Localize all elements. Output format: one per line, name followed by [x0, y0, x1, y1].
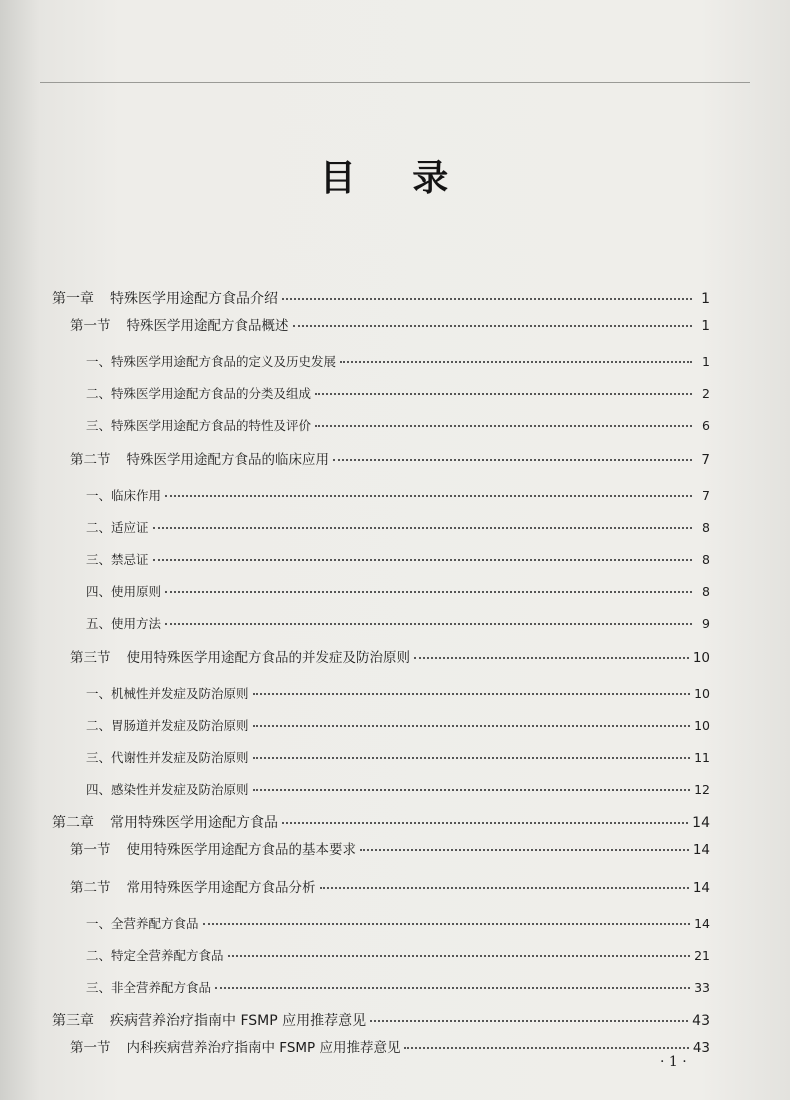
- toc-entry-page: 14: [694, 916, 710, 931]
- toc-entry-label: [86, 978, 211, 996]
- toc-entry-page: 10: [692, 650, 710, 666]
- toc-entry-item: [52, 684, 710, 716]
- toc-entry-page: 10: [694, 686, 710, 701]
- toc-entry-text: 使用特殊医学用途配方食品的并发症及防治原则: [126, 650, 410, 666]
- toc-entry-chapter: [52, 288, 710, 314]
- toc-entry-prefix: 第一章: [52, 291, 94, 307]
- toc-entry-page: 1: [701, 291, 710, 307]
- toc-entry-label: [86, 780, 249, 798]
- toc-entry-text: 非全营养配方食品: [111, 980, 212, 995]
- toc-entry-label: [70, 646, 410, 666]
- toc-entry-item: [52, 582, 710, 614]
- toc-entry-label: [52, 1010, 366, 1030]
- toc-entry-label: [70, 838, 356, 858]
- toc-entry-prefix: 二、: [86, 520, 112, 535]
- toc-entry-text: 常用特殊医学用途配方食品: [110, 815, 278, 831]
- toc-entry-page: 8: [702, 520, 710, 535]
- dot-leader: [253, 724, 691, 727]
- toc-entry-page: 12: [694, 782, 710, 797]
- dot-leader: [228, 954, 691, 957]
- toc-entry-text: 特殊医学用途配方食品的分类及组成: [111, 386, 312, 401]
- dot-leader: [203, 922, 691, 925]
- toc-entry-prefix: 一、: [86, 354, 112, 369]
- toc-entry-item: [52, 518, 710, 550]
- dot-leader: [253, 788, 691, 791]
- dot-leader: [282, 297, 692, 300]
- dot-leader: [215, 986, 690, 989]
- dot-leader: [414, 656, 689, 659]
- toc-entry-page: 8: [702, 552, 710, 567]
- toc-entry-page: 2: [702, 386, 710, 401]
- toc-entry-page: 21: [694, 948, 710, 963]
- page-number: · 1 ·: [660, 1054, 687, 1070]
- toc-entry-item: [52, 748, 710, 780]
- dot-leader: [340, 360, 692, 363]
- toc-entry-prefix: 第二节: [70, 880, 111, 896]
- toc-entry-text: 特殊医学用途配方食品的定义及历史发展: [111, 354, 337, 369]
- toc-entry-text: 特定全营养配方食品: [111, 948, 224, 963]
- toc-entry-prefix: 二、: [86, 386, 112, 401]
- toc-entry-page: 9: [702, 616, 710, 631]
- toc-entry-prefix: 三、: [86, 750, 112, 765]
- toc-entry-label: [86, 716, 249, 734]
- toc-entry-item: [52, 716, 710, 748]
- toc-entry-section: [52, 646, 710, 684]
- dot-leader: [253, 692, 691, 695]
- toc-entry-prefix: 四、: [86, 782, 112, 797]
- toc-entry-chapter: [52, 812, 710, 838]
- toc-entry-label: [86, 416, 311, 434]
- toc-entry-prefix: 五、: [86, 616, 112, 631]
- toc-entry-text: 使用特殊医学用途配方食品的基本要求: [126, 842, 356, 858]
- dot-leader: [360, 848, 689, 851]
- page-title: 目 录: [319, 157, 471, 199]
- toc-entry-text: 使用方法: [111, 616, 162, 631]
- dot-leader: [165, 590, 692, 593]
- toc-entry-text: 特殊医学用途配方食品介绍: [110, 291, 278, 307]
- toc-entry-page: 10: [694, 718, 710, 733]
- toc-entry-label: [86, 914, 199, 932]
- toc-entry-text: 适应证: [111, 520, 149, 535]
- toc-entry-item: [52, 946, 710, 978]
- toc-entry-prefix: 四、: [86, 584, 112, 599]
- toc-entry-page: 14: [692, 842, 710, 858]
- toc-entry-text: 内科疾病营养治疗指南中 FSMP 应用推荐意见: [126, 1040, 401, 1056]
- toc-entry-item: [52, 978, 710, 1010]
- toc-entry-text: 感染性并发症及防治原则: [111, 782, 249, 797]
- dot-leader: [320, 886, 689, 889]
- toc-entry-section: [52, 448, 710, 486]
- toc-entry-label: [52, 812, 278, 832]
- toc-entry-text: 全营养配方食品: [111, 916, 199, 931]
- toc-entry-label: [70, 314, 289, 334]
- toc-entry-page: 11: [694, 750, 710, 765]
- toc-entry-page: 14: [692, 880, 710, 896]
- toc-entry-page: 7: [701, 452, 710, 468]
- dot-leader: [165, 494, 692, 497]
- toc-entry-page: 43: [692, 1013, 710, 1029]
- toc-entry-label: [86, 582, 161, 600]
- toc-entry-label: [86, 748, 249, 766]
- toc-entry-prefix: 三、: [86, 552, 112, 567]
- toc-entry-text: 代谢性并发症及防治原则: [111, 750, 249, 765]
- toc-entry-label: [70, 1036, 400, 1056]
- toc-entry-page: 6: [702, 418, 710, 433]
- dot-leader: [333, 458, 692, 461]
- toc-entry-prefix: 第二节: [70, 452, 111, 468]
- dot-leader: [370, 1019, 688, 1022]
- toc-entry-item: [52, 384, 710, 416]
- toc-entry-page: 14: [692, 815, 710, 831]
- header-rule: [40, 82, 750, 83]
- toc-entry-item: [52, 614, 710, 646]
- dot-leader: [253, 756, 691, 759]
- dot-leader: [293, 324, 693, 327]
- toc-entry-label: [86, 486, 161, 504]
- toc-entry-page: 1: [702, 354, 710, 369]
- toc-entry-prefix: 第三章: [52, 1013, 94, 1029]
- toc-entry-item: [52, 486, 710, 518]
- toc-entry-prefix: 二、: [86, 948, 112, 963]
- toc-entry-label: [86, 614, 161, 632]
- toc-entry-text: 使用原则: [111, 584, 162, 599]
- toc-entry-section: [52, 1036, 710, 1074]
- toc-entry-prefix: 第一节: [70, 1040, 111, 1056]
- toc-entry-text: 常用特殊医学用途配方食品分析: [126, 880, 316, 896]
- toc-entry-label: [86, 684, 249, 702]
- toc-entry-item: [52, 352, 710, 384]
- toc-entry-section: [52, 838, 710, 876]
- toc-entry-page: 7: [702, 488, 710, 503]
- dot-leader: [153, 526, 692, 529]
- toc-entry-label: [52, 288, 278, 308]
- dot-leader: [153, 558, 692, 561]
- toc-entry-text: 疾病营养治疗指南中 FSMP 应用推荐意见: [110, 1013, 367, 1029]
- dot-leader: [165, 622, 692, 625]
- toc-entry-label: [86, 352, 336, 370]
- dot-leader: [315, 424, 692, 427]
- toc-entry-item: [52, 550, 710, 582]
- toc-entry-text: 胃肠道并发症及防治原则: [111, 718, 249, 733]
- dot-leader: [282, 821, 688, 824]
- toc-entry-text: 特殊医学用途配方食品的特性及评价: [111, 418, 312, 433]
- toc-entry-page: 8: [702, 584, 710, 599]
- toc-entry-prefix: 第一节: [70, 842, 111, 858]
- toc-entry-prefix: 第一节: [70, 318, 111, 334]
- toc-entry-section: [52, 314, 710, 352]
- toc-entry-label: [86, 946, 224, 964]
- dot-leader: [404, 1046, 688, 1049]
- toc-entry-label: [86, 550, 149, 568]
- toc-entry-prefix: 二、: [86, 718, 112, 733]
- toc-entry-page: 1: [701, 318, 710, 334]
- toc-entry-prefix: 三、: [86, 418, 112, 433]
- toc-entry-item: [52, 416, 710, 448]
- toc-entry-text: 特殊医学用途配方食品概述: [126, 318, 289, 334]
- toc-entry-text: 禁忌证: [111, 552, 149, 567]
- toc-entry-text: 特殊医学用途配方食品的临床应用: [126, 452, 329, 468]
- toc-entry-item: [52, 780, 710, 812]
- toc-entry-page: 33: [694, 980, 710, 995]
- toc-entry-prefix: 第三节: [70, 650, 111, 666]
- toc-entry-text: 机械性并发症及防治原则: [111, 686, 249, 701]
- toc-entry-text: 临床作用: [111, 488, 162, 503]
- toc-entry-prefix: 一、: [86, 916, 112, 931]
- toc-entry-section: [52, 876, 710, 914]
- toc-entry-label: [86, 518, 149, 536]
- toc-entry-prefix: 一、: [86, 686, 112, 701]
- toc-entry-prefix: 一、: [86, 488, 112, 503]
- toc-entry-prefix: 三、: [86, 980, 112, 995]
- toc-entry-label: [86, 384, 311, 402]
- toc-entry-label: [70, 448, 329, 468]
- toc-entry-chapter: [52, 1010, 710, 1036]
- toc-entry-label: [70, 876, 316, 896]
- dot-leader: [315, 392, 692, 395]
- toc-entry-page: 43: [692, 1040, 710, 1056]
- table-of-contents: [52, 288, 710, 1074]
- toc-entry-item: [52, 914, 710, 946]
- toc-entry-prefix: 第二章: [52, 815, 94, 831]
